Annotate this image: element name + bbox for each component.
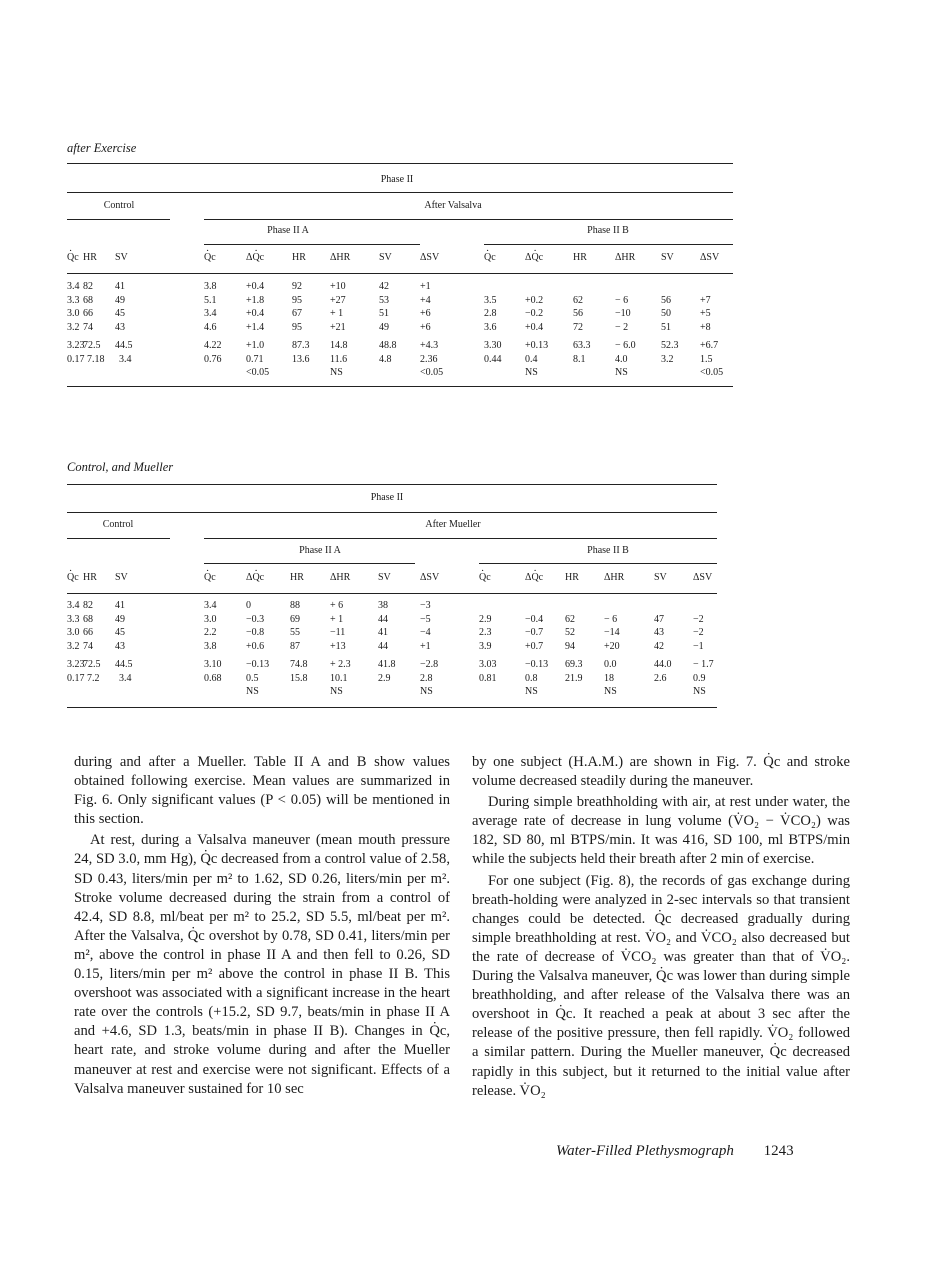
p-value-cell: NS: [330, 367, 343, 379]
sd-cell: 3.2: [661, 353, 674, 365]
column-header: · Qc: [204, 252, 216, 263]
sd-cell: 0.9: [693, 672, 706, 684]
table-cell: 69: [290, 613, 300, 625]
table-cell: +0.2: [525, 294, 544, 306]
table-cell: +4: [420, 294, 431, 306]
column-header: · Qc: [67, 572, 79, 583]
mean-cell: + 2.3: [330, 659, 351, 670]
table-cell: + 6: [330, 600, 344, 611]
p-value-cell: NS: [604, 686, 617, 698]
p-value-cell: NS: [525, 686, 538, 698]
phase-rule: [67, 192, 733, 193]
table-cell: 2.3: [479, 627, 492, 639]
table-cell: 41: [115, 281, 125, 292]
mean-cell: 63.3: [573, 340, 591, 351]
table-cell: 82: [83, 281, 93, 292]
p-value-cell: <0.05: [246, 367, 270, 379]
table-cell: 5.1: [204, 294, 217, 306]
table-cell: +10: [330, 281, 346, 292]
phase-a-rule: [204, 563, 415, 564]
table-cell: 3.2: [67, 322, 80, 334]
mean-cell: − 6.0: [615, 340, 636, 351]
mean-cell: 4.22: [204, 340, 222, 351]
table-cell: −0.7: [525, 627, 544, 639]
sd-cell: 2.9: [378, 672, 391, 684]
mean-cell: +4.3: [420, 340, 439, 351]
column-header: HR: [83, 252, 97, 263]
table-bottom-rule: [67, 707, 717, 708]
sd-cell: 21.9: [565, 672, 583, 684]
header-rule: [67, 273, 733, 274]
p-value-cell: NS: [525, 367, 538, 379]
column-header: SV: [115, 252, 128, 263]
sd-cell: 18: [604, 672, 614, 684]
table-cell: 68: [83, 294, 93, 306]
table-cell: 3.2: [67, 641, 80, 653]
table-cell: − 2: [615, 322, 629, 334]
table-cell: + 1: [330, 613, 344, 625]
table-cell: 44: [378, 613, 388, 625]
sd-cell: 0.76: [204, 353, 222, 365]
body-paragraph: During simple breathholding with air, at rest under water, the average rate of decrease in lung volume (V̇O₂ − V̇CO₂) was 182, SD 80, ml BTPS/min. It was 416, SD 100, ml BTPS/min while the subjects held their breath after 2 min of exercise.: [472, 794, 850, 868]
control-rule: [67, 219, 170, 220]
table-top-rule: [67, 163, 733, 164]
table-cell: 55: [290, 627, 300, 639]
table-cell: 51: [661, 322, 671, 334]
sd-cell: 2.36: [420, 353, 438, 365]
column-header: · Qc: [204, 572, 216, 583]
table-cell: 44: [378, 641, 388, 653]
table-cell: 3.4: [204, 308, 217, 320]
table-cell: −0.3: [246, 613, 265, 625]
table-cell: 3.6: [484, 322, 497, 334]
table-cell: 0: [246, 600, 251, 611]
table-cell: 66: [83, 308, 93, 320]
sd-cell: 1.5: [700, 353, 713, 365]
table-cell: 38: [378, 600, 388, 611]
table-cell: +21: [330, 322, 346, 334]
table-cell: 3.4: [67, 281, 80, 292]
table-cell: 3.8: [204, 641, 217, 653]
table-cell: 49: [115, 613, 125, 625]
table-cell: +27: [330, 294, 346, 306]
mean-cell: −2.8: [420, 659, 439, 670]
table-cell: +0.6: [246, 641, 265, 653]
table-cell: 45: [115, 308, 125, 320]
mean-cell: 44.0: [654, 659, 672, 670]
column-header: · Qc: [479, 572, 491, 583]
column-header: ΔHR: [615, 252, 636, 263]
running-footer: [556, 1143, 794, 1160]
phase-b-rule: [479, 563, 717, 564]
table-after-mueller: [67, 483, 717, 711]
sd-cell: 10.1: [330, 672, 348, 684]
mean-cell: 0.0: [604, 659, 617, 670]
mean-cell: 3.23: [67, 340, 85, 351]
running-title: Water-Filled Plethysmograph: [556, 1143, 734, 1159]
sd-cell: 3.4: [119, 672, 132, 684]
table-cell: +1: [420, 641, 431, 653]
table-cell: −10: [615, 308, 631, 320]
table-cell: −2: [693, 627, 704, 639]
table-cell: 62: [565, 613, 575, 625]
table-cell: 95: [292, 294, 302, 306]
page-number: 1243: [763, 1143, 794, 1159]
column-header: SV: [654, 572, 667, 583]
table1-caption: after Exercise: [67, 141, 137, 155]
sd-cell: 0.68: [204, 672, 222, 684]
mean-cell: 87.3: [292, 340, 310, 351]
column-header: SV: [378, 572, 391, 583]
phase-a-rule: [204, 244, 420, 245]
p-value-cell: NS: [330, 686, 343, 698]
table-cell: + 1: [330, 308, 344, 320]
table-cell: +0.4: [246, 281, 265, 292]
mean-cell: 3.30: [484, 340, 502, 351]
table-cell: 51: [379, 308, 389, 320]
after-rule: [204, 538, 717, 539]
phase-b-rule: [484, 244, 733, 245]
mean-cell: − 1.7: [693, 659, 714, 670]
table-cell: 3.8: [204, 281, 217, 292]
table-cell: +13: [330, 641, 346, 653]
body-paragraph: For one subject (Fig. 8), the records of gas exchange during breath-holding were analyzed in 2-sec intervals so that transient changes could be detected. Q̇c decreased gradually during simple breathholding at rest. V̇O₂ and V̇CO₂ also decreased but the rate of decrease of V̇CO₂ was greater than that of V̇O₂. During the Valsalva maneuver, Q̇c was lower than during simple breathholding, and after release of the Valsalva there was an overshoot in Q̇c. It reached a peak at about 3 sec after the release of the positive pressure, then fell rapidly. V̇O₂ followed a similar pattern. During the Mueller maneuver, Q̇c decreased rapidly in this subject, but it returned to the initial value after release. V̇O₂: [472, 872, 850, 1099]
sd-cell: 7.2: [87, 672, 100, 684]
table-cell: 92: [292, 281, 302, 292]
column-header: SV: [661, 252, 674, 263]
mean-cell: 72.5: [83, 659, 101, 670]
table-cell: +5: [700, 308, 711, 320]
table-cell: 95: [292, 322, 302, 334]
table-cell: 41: [378, 627, 388, 639]
table-cell: 43: [654, 627, 664, 639]
column-header: Δ· Qc: [525, 252, 543, 263]
sd-cell: 11.6: [330, 353, 348, 365]
after-group-heading: After Valsalva: [424, 200, 482, 211]
table-cell: −11: [330, 627, 346, 639]
mean-cell: 41.8: [378, 659, 396, 670]
table-cell: −3: [420, 600, 431, 611]
column-header: ΔSV: [420, 572, 440, 583]
p-value-cell: <0.05: [420, 367, 444, 379]
phase-rule: [67, 512, 717, 513]
control-group-heading: Control: [102, 519, 134, 530]
control-group-heading: Control: [103, 200, 135, 211]
column-header: ΔSV: [700, 252, 720, 263]
table-bottom-rule: [67, 386, 733, 387]
mean-cell: 72.5: [83, 340, 101, 351]
table-cell: 47: [654, 613, 664, 625]
column-header: · Qc: [67, 252, 79, 263]
after-rule: [204, 219, 733, 220]
table-cell: 67: [292, 308, 302, 320]
sd-cell: 0.5: [246, 672, 259, 684]
table-cell: −0.4: [525, 613, 544, 625]
table-cell: 43: [115, 641, 125, 653]
sd-cell: 7.18: [87, 353, 105, 365]
table-cell: 41: [115, 600, 125, 611]
mean-cell: 44.5: [115, 659, 133, 670]
sd-cell: 0.4: [525, 353, 538, 365]
mean-cell: −0.13: [525, 659, 549, 670]
column-header: HR: [565, 572, 579, 583]
column-header: ΔHR: [604, 572, 625, 583]
p-value-cell: NS: [420, 686, 433, 698]
table-cell: +0.4: [525, 322, 544, 334]
column-header: Δ· Qc: [246, 572, 264, 583]
column-header: HR: [290, 572, 304, 583]
table-cell: +1: [420, 281, 431, 292]
column-header: SV: [115, 572, 128, 583]
table-cell: 56: [661, 294, 671, 306]
sd-cell: 13.6: [292, 353, 310, 365]
table-cell: 43: [115, 322, 125, 334]
table-cell: 66: [83, 627, 93, 639]
table-cell: 87: [290, 641, 300, 653]
mean-cell: 3.10: [204, 659, 222, 670]
table-cell: +20: [604, 641, 620, 653]
mean-cell: 48.8: [379, 340, 397, 351]
column-header: · Qc: [484, 252, 496, 263]
p-value-cell: NS: [246, 686, 259, 698]
sd-cell: 0.8: [525, 672, 538, 684]
table-cell: −0.8: [246, 627, 265, 639]
table-cell: 74: [83, 322, 93, 334]
table-cell: 2.8: [484, 308, 497, 320]
mean-cell: 3.03: [479, 659, 497, 670]
after-group-heading: After Mueller: [425, 519, 481, 530]
table-cell: 53: [379, 294, 389, 306]
table2-caption: Control, and Mueller: [67, 460, 174, 474]
table-cell: 94: [565, 641, 575, 653]
table-cell: 49: [379, 322, 389, 334]
column-header: Δ· Qc: [525, 572, 543, 583]
table-cell: −1: [693, 641, 704, 653]
p-value-cell: NS: [615, 367, 628, 379]
column-header: HR: [83, 572, 97, 583]
table-cell: +0.4: [246, 308, 265, 320]
table-cell: +7: [700, 294, 711, 306]
table-cell: 3.5: [484, 294, 497, 306]
table-cell: 45: [115, 627, 125, 639]
body-paragraph: At rest, during a Valsalva maneuver (mean mouth pressure 24, SD 3.0, mm Hg), Q̇c decreased from a control value of 2.58, SD 0.43, liters/min per m² to 1.62, SD 0.26, liters/min per m². Stroke volume decreased during the strain from a control of 42.4, SD 8.8, ml/beat per m² to 25.2, SD 5.5, ml/beat per m². After the Valsalva, Q̇c overshot by 0.78, SD 0.41, liters/min per m², above the control in phase II A and then fell to 0.26, SD 0.15, liters/min per m² above the control in phase II B. This overshoot was associated with a significant increase in the heart rate over the controls (+15.2, SD 9.7, beats/min in phase II A and +4.6, SD 1.3, beats/min in phase II B). Changes in Q̇c, heart rate, and stroke volume during and after the Mueller maneuver at rest and exercise were not significant. Effects of a Valsalva maneuver sustained for 10 sec: [74, 832, 450, 1097]
table-cell: 82: [83, 600, 93, 611]
mean-cell: +0.13: [525, 340, 549, 351]
table-cell: 4.6: [204, 322, 217, 334]
p-value-cell: <0.05: [700, 367, 724, 379]
table-cell: +6: [420, 322, 431, 334]
sd-cell: 0.17: [67, 353, 85, 365]
table-cell: 3.0: [67, 627, 80, 639]
mean-cell: 3.23: [67, 659, 85, 670]
table-cell: 62: [573, 294, 583, 306]
table-top-rule: [67, 484, 717, 485]
sd-cell: 0.81: [479, 672, 497, 684]
table-cell: −4: [420, 627, 431, 639]
table-cell: − 6: [604, 613, 618, 625]
table-cell: 3.3: [67, 613, 80, 625]
table-cell: 72: [573, 322, 583, 334]
table-cell: 42: [654, 641, 664, 653]
table-cell: 68: [83, 613, 93, 625]
mean-cell: +6.7: [700, 340, 719, 351]
table-cell: −5: [420, 613, 431, 625]
phase-a-heading: Phase II A: [267, 225, 309, 236]
mean-cell: 52.3: [661, 340, 679, 351]
table-after-valsalva: [67, 162, 733, 390]
sd-cell: 2.6: [654, 672, 667, 684]
table-cell: 3.0: [67, 308, 80, 320]
table-cell: 2.2: [204, 627, 217, 639]
table-cell: 3.9: [479, 641, 492, 653]
table-cell: −2: [693, 613, 704, 625]
table-cell: 3.0: [204, 613, 217, 625]
sd-cell: 15.8: [290, 672, 308, 684]
table-cell: +8: [700, 322, 711, 334]
sd-cell: 4.8: [379, 353, 392, 365]
column-header: ΔSV: [693, 572, 713, 583]
sd-cell: 4.0: [615, 353, 628, 365]
table-cell: 50: [661, 308, 671, 320]
column-header: HR: [292, 252, 306, 263]
phase-heading: Phase II: [370, 492, 404, 503]
sd-cell: 0.71: [246, 353, 264, 365]
mean-cell: 69.3: [565, 659, 583, 670]
table-cell: −0.2: [525, 308, 544, 320]
table-cell: +1.4: [246, 322, 265, 334]
column-header: Δ· Qc: [246, 252, 264, 263]
body-paragraph: by one subject (H.A.M.) are shown in Fig. 7. Q̇c and stroke volume decreased steadily during the maneuver.: [472, 754, 850, 790]
control-rule: [67, 538, 170, 539]
mean-cell: 74.8: [290, 659, 308, 670]
table-cell: 52: [565, 627, 575, 639]
p-value-cell: NS: [693, 686, 706, 698]
column-header: ΔHR: [330, 572, 351, 583]
mean-cell: −0.13: [246, 659, 270, 670]
sd-cell: 0.17: [67, 672, 85, 684]
body-column-left: [74, 753, 450, 1101]
table-cell: −14: [604, 627, 620, 639]
mean-cell: 44.5: [115, 340, 133, 351]
column-header: ΔSV: [420, 252, 440, 263]
table-cell: 3.3: [67, 294, 80, 306]
column-header: HR: [573, 252, 587, 263]
table-cell: 42: [379, 281, 389, 292]
table-cell: 88: [290, 600, 300, 611]
body-paragraph: during and after a Mueller. Table II A and B show values obtained following exercise. Mean values are summarized in Fig. 6. Only significant values (P < 0.05) will be mentioned in this section.: [74, 754, 450, 828]
mean-cell: 14.8: [330, 340, 348, 351]
table-cell: − 6: [615, 294, 629, 306]
phase-heading: Phase II: [380, 174, 414, 185]
column-header: SV: [379, 252, 392, 263]
table-cell: 2.9: [479, 613, 492, 625]
header-rule: [67, 593, 717, 594]
table-cell: 49: [115, 294, 125, 306]
table-cell: 56: [573, 308, 583, 320]
body-column-right: [472, 753, 850, 1103]
table-cell: +1.8: [246, 294, 265, 306]
table-cell: 3.4: [67, 600, 80, 611]
phase-a-heading: Phase II A: [299, 545, 341, 556]
phase-b-heading: Phase II B: [587, 545, 629, 556]
sd-cell: 3.4: [119, 353, 132, 365]
sd-cell: 0.44: [484, 353, 502, 365]
phase-b-heading: Phase II B: [587, 225, 629, 236]
mean-cell: +1.0: [246, 340, 265, 351]
column-header: ΔHR: [330, 252, 351, 263]
sd-cell: 8.1: [573, 353, 586, 365]
table-cell: +6: [420, 308, 431, 320]
sd-cell: 2.8: [420, 672, 433, 684]
table-cell: +0.7: [525, 641, 544, 653]
table-cell: 74: [83, 641, 93, 653]
table-cell: 3.4: [204, 600, 217, 611]
